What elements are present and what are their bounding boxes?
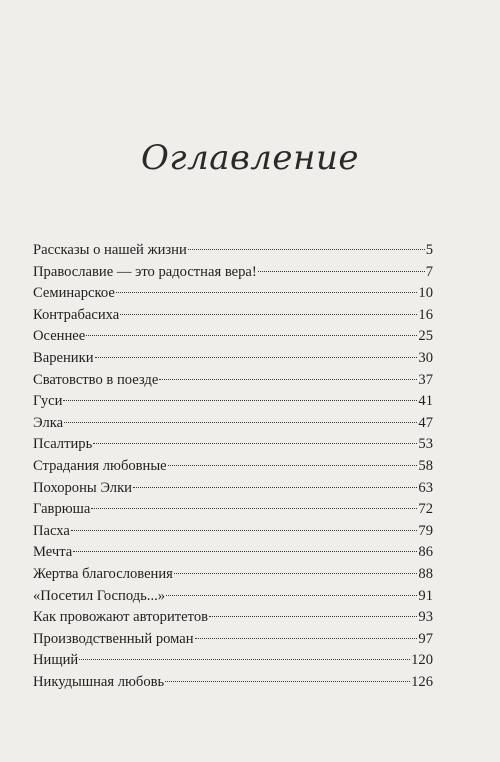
toc-entry-page-number: 86 [418, 544, 433, 561]
table-of-contents [33, 240, 433, 693]
toc-entry [33, 240, 433, 262]
toc-entry-page-number: 41 [418, 393, 433, 410]
toc-entry-title: Жертва благословения [33, 565, 173, 582]
toc-entry-title: Нищий [33, 652, 79, 669]
toc-entry-page-number: 10 [418, 285, 433, 302]
toc-entry-title: «Посетил Господь...» [33, 587, 166, 604]
dot-leader [63, 400, 417, 401]
toc-entry-title: Страдания любовные [33, 457, 167, 474]
toc-entry [33, 499, 433, 521]
dot-leader [120, 314, 417, 315]
toc-entry-page-number: 58 [418, 457, 433, 474]
toc-entry-title: Производственный роман [33, 630, 194, 647]
toc-entry [33, 456, 433, 478]
dot-leader [209, 616, 417, 617]
dot-leader [79, 659, 410, 660]
toc-entry-title: Вареники [33, 349, 94, 366]
dot-leader [95, 357, 418, 358]
dot-leader [188, 249, 425, 250]
toc-entry [33, 586, 433, 608]
dot-leader [174, 573, 418, 574]
toc-entry-page-number: 7 [425, 263, 433, 280]
dot-leader [258, 271, 425, 272]
toc-entry-page-number: 91 [418, 587, 433, 604]
dot-leader [73, 551, 417, 552]
toc-entry [33, 305, 433, 327]
toc-entry-page-number: 120 [411, 652, 433, 669]
toc-entry [33, 434, 433, 456]
toc-entry-page-number: 16 [418, 306, 433, 323]
toc-entry-title: Гуси [33, 393, 63, 410]
toc-entry-title: Контрабасиха [33, 306, 120, 323]
dot-leader [93, 443, 417, 444]
toc-entry [33, 607, 433, 629]
toc-entry-page-number: 63 [418, 479, 433, 496]
toc-entry-page-number: 53 [418, 436, 433, 453]
dot-leader [166, 595, 417, 596]
dot-leader [195, 638, 418, 639]
dot-leader [159, 379, 417, 380]
toc-entry-title: Элка [33, 414, 64, 431]
contents-heading: Оглавление [141, 138, 359, 178]
toc-entry-title: Как провожают авторитетов [33, 609, 209, 626]
toc-entry [33, 413, 433, 435]
toc-entry-page-number: 126 [411, 673, 433, 690]
toc-entry [33, 564, 433, 586]
toc-entry [33, 283, 433, 305]
toc-entry-page-number: 30 [418, 349, 433, 366]
dot-leader [64, 422, 417, 423]
toc-entry [33, 629, 433, 651]
toc-entry [33, 348, 433, 370]
toc-entry [33, 478, 433, 500]
toc-entry-title: Похороны Элки [33, 479, 132, 496]
dot-leader [133, 487, 417, 488]
toc-entry-title: Пасха [33, 522, 70, 539]
toc-entry [33, 370, 433, 392]
toc-entry [33, 650, 433, 672]
toc-entry-page-number: 79 [418, 522, 433, 539]
toc-entry-page-number: 88 [418, 565, 433, 582]
toc-entry [33, 521, 433, 543]
toc-entry [33, 326, 433, 348]
toc-entry [33, 262, 433, 284]
toc-entry-title: Семинарское [33, 285, 115, 302]
dot-leader [165, 681, 410, 682]
toc-entry [33, 391, 433, 413]
toc-entry-title: Сватовство в поезде [33, 371, 159, 388]
toc-entry-page-number: 72 [418, 501, 433, 518]
toc-entry-page-number: 25 [418, 328, 433, 345]
toc-entry-page-number: 5 [425, 242, 433, 258]
toc-entry-page-number: 37 [418, 371, 433, 388]
toc-entry [33, 672, 433, 694]
toc-entry-title: Осеннее [33, 328, 86, 345]
dot-leader [71, 530, 418, 531]
toc-entry-title: Никудышная любовь [33, 673, 165, 690]
dot-leader [168, 465, 418, 466]
toc-entry-title: Псалтирь [33, 436, 93, 453]
toc-entry-title: Православие — это радостная вера! [33, 263, 257, 280]
toc-entry-title: Мечта [33, 544, 73, 561]
toc-entry [33, 542, 433, 564]
toc-entry-title: Рассказы о нашей жизни [33, 242, 187, 258]
toc-entry-page-number: 47 [418, 414, 433, 431]
toc-entry-title: Гаврюша [33, 501, 91, 518]
dot-leader [116, 292, 418, 293]
toc-entry-page-number: 97 [418, 630, 433, 647]
toc-entry-page-number: 93 [418, 609, 433, 626]
dot-leader [91, 508, 417, 509]
dot-leader [86, 335, 417, 336]
